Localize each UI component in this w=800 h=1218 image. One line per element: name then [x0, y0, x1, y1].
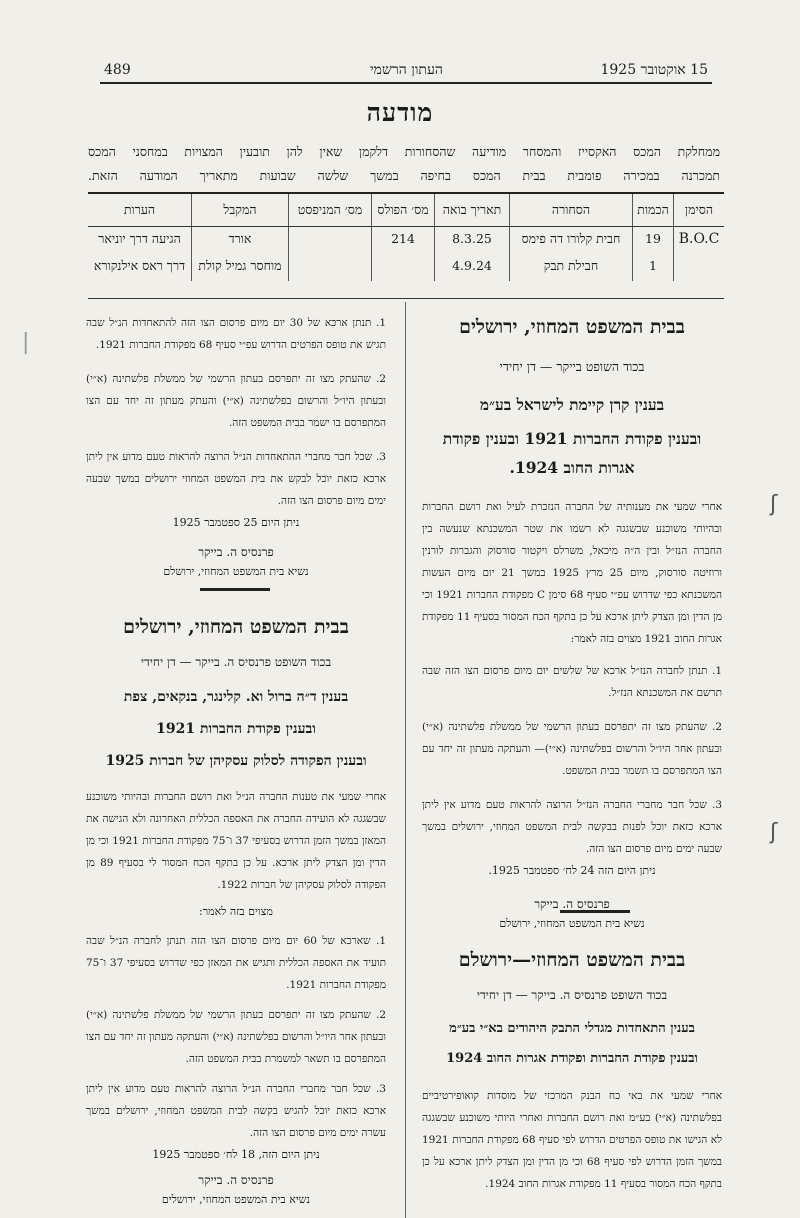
table-row — [88, 254, 724, 281]
case-1-signature: פרנסיס ה. בייקר — [534, 897, 610, 911]
unclaimed-goods-table — [88, 192, 724, 281]
separator-rule — [200, 588, 270, 591]
case-2-judge: בכוד השופט פרנסיס ה. בייקר — דן יחידי — [140, 655, 332, 669]
margin-pencil-mark: | — [22, 330, 30, 355]
cell-date: 4.9.24 — [435, 254, 510, 281]
notice-intro — [88, 140, 720, 188]
case-1-signature-title: נשיא בית המשפט המחוזי, ירושלם — [499, 917, 645, 930]
journal-title: העתון הרשמי — [370, 62, 443, 78]
case-1-body: אחרי שמעי את מענותיה של החברה הנזכרת לעיל ואת רושם החברות ובהיותי משוכנע שבשגגה לא רשמו את שטר המשכנתא שנעשה בין החברה הנז״ל ובין ה״ה מיכאל, משרלס ויקטור סורסוק והגברות לורנין ורוזיטה סורסוק, מיום 25 מרץ 1925 במשך 21 יום מיום העשות המשכנתא כפי שדרוש עפ״י סעיף 68 סימן C מפקודת החברות 1921 וכי מן הדין ומן הצדק ליתן ארכא על כן בתקף הכח המסור בסעיף 11 מפקודת אגרות החוב 1921 מצוים בזה לאמר: — [422, 501, 722, 645]
case-3-matter-2: ובענין פקודת החברות ופקודת אגרות החוב 1924 — [446, 1051, 698, 1066]
case-1-judge: בכוד השופט בייקר — דן יחידי — [499, 359, 645, 374]
case-2-matter-2: ובענין פקודת החברות 1921 — [156, 721, 316, 737]
case-2-signature: פרנסיס ה. בייקר — [198, 1173, 274, 1187]
case-3-court: בבית המשפט המחוזי—ירושלם — [458, 949, 686, 971]
col-date: תאריך בואה — [435, 193, 510, 227]
cell-mark: B.O.C — [674, 227, 725, 255]
case-0-signature-title: נשיא בית המשפט המחוזי, ירושלם — [163, 565, 309, 578]
notice-intro-line-2: תמכרנה במכירה פומבית בבית המכס בחיפה במשך שלשה שבועות מתאריך המודעה הזאת. — [88, 168, 720, 183]
case-1-item-2: 2. שהעתק מצו זה יתפרסם בעתון הרשמי של ממשלת פלשתינה (א״י) ובעתון אחר היו״ל והרשום בפלשתינה (א״י)— והעתקה מעתון זה יחד עם הצו המתפרסם בו תשמר בבית המשפט. — [422, 721, 722, 777]
table-header-row — [88, 193, 724, 227]
cell-mark — [674, 254, 725, 281]
case-1 — [422, 312, 722, 934]
case-2-item-1: 1. שארכא של 60 יום מיום פרסום הצו הזה תנתן לחברה הנ״ל שבה תועיד את האספה הכללית ותגיש את המאזן כפי שדרוש בסעיפי 37 ו־75 מפקודת החברות 1921. — [86, 935, 386, 991]
case-0-given-date: ניתן היום 25 ספטמבר 1925 — [172, 516, 300, 529]
cell-date: 8.3.25 — [435, 227, 510, 255]
case-2-ordered: מצוים בזה לאמר: — [199, 905, 273, 918]
col-qty: הכמות — [633, 193, 674, 227]
case-1-matter: בענין קרן קיימת לישראל בע״מ — [479, 395, 665, 414]
case-0-item-2: 2. שהעתק מצו זה יתפרסם בעתון הרשמי של ממשלת פלשתינה (א״י) ובעתון היו״ל והרשום בפלשתינה (א״י) והעתק מעתון זה יחד עם הצו המתפרסם בו ישמר בבית המשפט הזה. — [86, 373, 386, 429]
case-2-signature-title: נשיא בית המשפט המחוזי, ירושלים — [161, 1193, 311, 1206]
cell-remarks: דרך ראס אילנקורא — [93, 258, 186, 273]
case-2-item-2: 2. שהעתק מצו זה יתפרסם בעתון הרשמי של ממשלת פלשתינה (א״י) ובעתון אחר היו״ל והרשום בפלשתינה (א״י) והעתקה מעתון זה יחד עם הצו המתפרסם בו תשאר למשמרת בבית המשפט הזה. — [86, 1009, 386, 1065]
column-divider — [405, 302, 406, 1218]
page-number: 489 — [104, 62, 131, 78]
case-0-continuation — [86, 312, 386, 582]
cell-qty: 1 — [633, 254, 674, 281]
case-0-item-1: 1. תנתן ארכא של 30 יום מיום פרסום הצו הזה להתאחדות הנ״ל שבה תגיש את טופס הפרטים הדרוש עפ״י סעיף 68 מפקודת החברות 1921. — [86, 317, 387, 351]
cell-goods: חבילת תבק — [510, 254, 633, 281]
notice-title: מודעה — [366, 98, 434, 127]
cell-manifest — [289, 254, 372, 281]
col-remarks: הערות — [88, 193, 192, 227]
margin-pencil-mark: ʃ — [770, 492, 778, 517]
separator-rule — [560, 910, 630, 913]
case-2 — [86, 612, 386, 1210]
notice-intro-line-1: ממחלקת המכס האקסייז והמסחר מודיעה שהסחורות דלקמן שאין להן תובעין המצויות במחסני המכס — [88, 144, 720, 159]
case-2-matter: בענין ד״ה ברול וא. קלינגר, בנקאים, צפת — [123, 689, 349, 705]
cell-folio — [372, 254, 435, 281]
case-3 — [422, 945, 722, 1195]
table-bottom-rule — [88, 298, 724, 299]
col-mark: הסימן — [674, 193, 725, 227]
case-3-body: אחרי שמעי את באי כח הבנק המרכזי של מוסדות קואופירטיביים בפלשתינה (א״י) בע״מ ואת רושם החברות ואחרי היותי משוכנע שבשגגה לא הגישו את טופס הפרטים הדרוש לפי סעיף 68 מפקודת החברות 1921 במשך הזמן הדרוש לפי סעיף 68 וכי מן הדין ומן הצדק ליתן ארכא על כן בתקף הכח המסור בסעיף 11 מפקודת אגרות החוב 1924. — [422, 1090, 722, 1190]
case-2-given-date: ניתן היום הזה, 18 לח׳ ספטמבר 1925 — [152, 1148, 320, 1161]
running-header — [100, 58, 712, 84]
cell-goods: חבית קלורו דה פימס — [510, 227, 633, 255]
case-1-item-3: 3. שכל חבר מחברי החברה הנז״ל הרוצה להראות טעם מדוע אין ליתן ארכא כזאת יוכל לפנות בבקשה לבית המשפט המחוזי, ירושלים במשך שבעה ימים מיום פרסום הצו הזה. — [422, 799, 722, 855]
case-2-item-3: 3. שכל חבר מחברי החברה הנ״ל הרוצה להראות טעם מדוע אין ליתן ארכא כזאת יוכל להגיש בקשה לבית המשפט המחוזי, ירושלים במשך עשרה ימים מיום פרסום הצו הזה. — [86, 1083, 386, 1139]
case-1-matter-2: ובענין פקודת החברות 1921 ובענין פקודת — [442, 429, 702, 448]
cell-receiver: מוחסר גמיל קולת — [192, 254, 289, 281]
cell-qty: 19 — [633, 227, 674, 255]
cell-receiver: אורד — [192, 227, 289, 255]
case-1-item-1: 1. תנתן לחברה הנז״ל ארכא של שלשים יום מיום פרסום הצו הזה שבה תרשם את המשכנתא הנז״ל. — [422, 665, 722, 699]
cell-remarks: הגיעה דרך יוניאר — [98, 231, 181, 246]
cell-manifest — [289, 227, 372, 255]
col-receiver: המקבל — [192, 193, 289, 227]
col-goods: הסחורה — [510, 193, 633, 227]
cell-folio: 214 — [372, 227, 435, 255]
case-1-court: בבית המשפט המחוזי, ירושלים — [459, 316, 685, 338]
case-3-matter: בענין התאחדות מגדלי התבק היהודים בא״י בע״מ — [449, 1021, 695, 1036]
case-1-given-date: ניתן היום הזה 24 לח׳ ספטמבר 1925. — [488, 864, 656, 877]
col-folio: מס׳ הפולס — [372, 193, 435, 227]
case-0-signature: פרנסיס ה. בייקר — [198, 545, 274, 559]
case-2-body: אחרי שמעי את טענות החברה הנ״ל ואת רושם החברות ובהיותי משוכנע שבשגגה לא הועידה החברה את האספה הכללית האחרונה ולא הגישה את המאזן במשך הזמן הדרוש בסעיפי 37 ו־75 מפקודת החברות 1921 וכי מן הדין ומן הצדק ליתן ארכא. על כן בתקף הכח המסור לי בסעיף 89 מן הפקודה לסלוק עסקיהן של חברות 1922. — [86, 791, 386, 891]
col-manifest: מס׳ המניפסט — [289, 193, 372, 227]
margin-pencil-mark: ʃ — [770, 820, 778, 845]
table-row — [88, 227, 724, 255]
case-3-judge: בכוד השופט פרנסיס ה. בייקר — דן יחידי — [476, 988, 668, 1002]
case-2-court: בבית המשפט המחוזי, ירושלים — [123, 616, 349, 638]
issue-date: 15 אוקטובר 1925 — [600, 62, 708, 78]
case-1-matter-3: אגרות החוב 1924. — [509, 458, 635, 477]
case-2-matter-3: ובענין הפקודה לסלוק עסקיהן של חברות 1925 — [105, 753, 367, 769]
case-0-item-3: 3. שכל חבר מחברי ההתאחדות הנ״ל הרוצה להראות טעם מדוע אין ליתן ארכא כזאת יוכל לבקש את בית המשפט המחוזי ירושלים במשך שבעה ימים מיום פרסום הצו הזה. — [86, 451, 386, 507]
